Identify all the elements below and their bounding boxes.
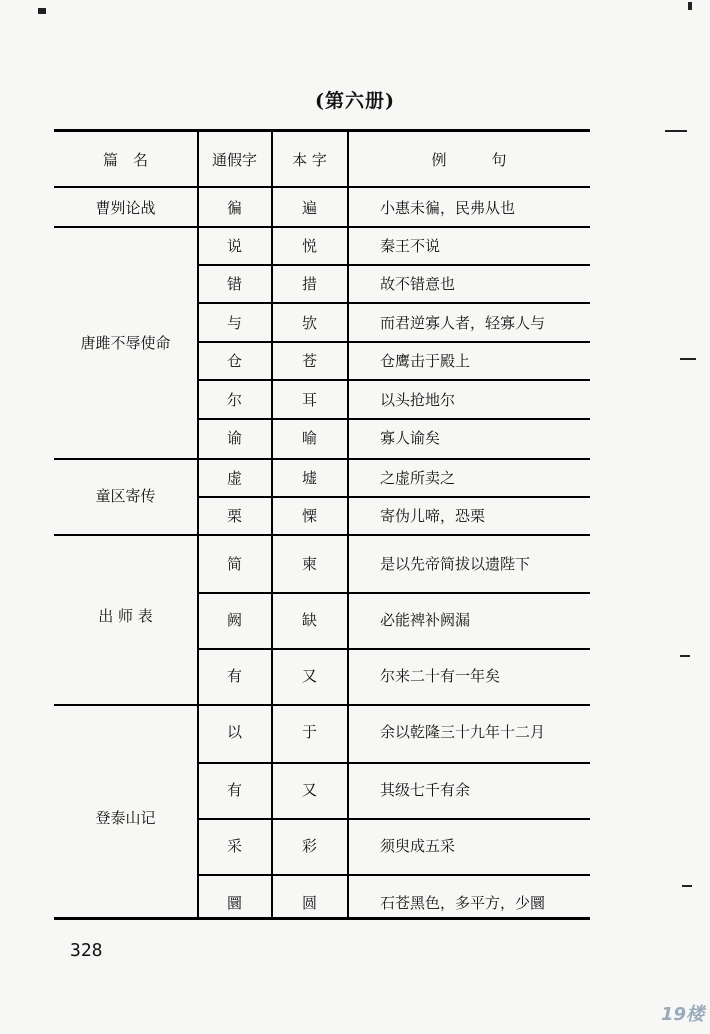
tongjia-char: 谕	[226, 429, 242, 447]
example-sentence: 其级七千有余	[380, 781, 471, 799]
header-benzi: 本 字	[292, 151, 327, 169]
tongjia-char: 徧	[226, 199, 242, 217]
example-sentence: 而君逆寡人者，轻寡人与	[380, 314, 546, 332]
tongjia-char: 采	[226, 837, 242, 855]
group-divider	[54, 458, 590, 460]
example-sentence: 尔来二十有一年矣	[380, 667, 501, 685]
group-name: 曹刿论战	[95, 199, 156, 217]
tongjia-char: 尔	[226, 391, 242, 409]
row-divider	[197, 592, 590, 594]
page-number: 328	[70, 940, 103, 961]
group-divider	[54, 534, 590, 536]
example-sentence: 小惠未徧，民弗从也	[380, 199, 516, 217]
benzi-char: 苍	[301, 352, 317, 370]
row-divider	[197, 379, 590, 381]
tongjia-char: 圜	[226, 894, 242, 912]
tongjia-char: 以	[226, 723, 242, 741]
row-divider	[197, 418, 590, 420]
scan-mark	[682, 885, 692, 887]
benzi-char: 喻	[301, 429, 317, 447]
example-sentence: 秦王不说	[380, 237, 441, 255]
benzi-char: 又	[301, 667, 317, 685]
benzi-char: 耳	[301, 391, 317, 409]
example-sentence: 故不错意也	[380, 275, 456, 293]
tongjia-char: 栗	[226, 507, 242, 525]
watermark-logo: 19楼	[660, 1004, 704, 1025]
scan-mark	[680, 655, 690, 657]
scan-mark	[38, 8, 46, 14]
benzi-char: 圆	[301, 894, 317, 912]
group-name: 登泰山记	[95, 809, 156, 827]
example-sentence: 仓鹰击于殿上	[380, 352, 471, 370]
example-sentence: 之虚所卖之	[380, 469, 456, 487]
tongjia-char: 说	[226, 237, 242, 255]
example-sentence: 余以乾隆三十九年十二月	[380, 723, 546, 741]
benzi-char: 又	[301, 781, 317, 799]
example-sentence: 须臾成五采	[380, 837, 456, 855]
example-sentence: 是以先帝简拔以遗陛下	[380, 555, 531, 573]
tongjia-char: 与	[226, 314, 242, 332]
header-bottom-rule	[54, 186, 590, 188]
group-name: 童区寄传	[95, 487, 156, 505]
benzi-char: 遍	[301, 199, 317, 217]
benzi-char: 措	[301, 275, 317, 293]
row-divider	[197, 874, 590, 876]
tongjia-char: 有	[226, 667, 242, 685]
row-divider	[197, 341, 590, 343]
benzi-char: 柬	[301, 555, 317, 573]
tongjia-char: 虚	[226, 469, 242, 487]
row-divider	[197, 496, 590, 498]
example-sentence: 以头抢地尔	[380, 391, 456, 409]
benzi-char: 欤	[301, 314, 317, 332]
example-sentence: 石苍黑色，多平方，少圜	[380, 894, 546, 912]
benzi-char: 墟	[301, 469, 317, 487]
benzi-char: 悦	[301, 237, 317, 255]
table-top-rule	[54, 129, 590, 132]
tongjia-char: 阙	[226, 611, 242, 629]
scan-mark	[680, 358, 696, 360]
header-title: 篇 名	[102, 151, 148, 169]
tongjia-char: 简	[226, 555, 242, 573]
group-divider	[54, 226, 590, 228]
benzi-char: 缺	[301, 611, 317, 629]
page-title: (第六册)	[315, 90, 395, 112]
row-divider	[197, 818, 590, 820]
scan-mark	[665, 130, 687, 132]
tongjia-char: 有	[226, 781, 242, 799]
scan-mark	[688, 2, 692, 10]
header-example: 例 句	[431, 151, 507, 169]
group-name: 出 师 表	[98, 607, 153, 625]
example-sentence: 寡人谕矣	[380, 429, 441, 447]
row-divider	[197, 762, 590, 764]
benzi-char: 彩	[301, 837, 317, 855]
row-divider	[197, 302, 590, 304]
tongjia-char: 错	[226, 275, 242, 293]
header-tongjia: 通假字	[211, 151, 257, 169]
example-sentence: 寄伪儿啼，恐栗	[380, 507, 486, 525]
column-divider	[347, 131, 349, 918]
row-divider	[197, 648, 590, 650]
benzi-char: 慄	[301, 507, 317, 525]
tongjia-char: 仓	[226, 352, 242, 370]
group-name: 唐雎不辱使命	[80, 334, 171, 352]
table-bottom-rule	[54, 917, 590, 920]
group-divider	[54, 704, 590, 706]
example-sentence: 必能裨补阙漏	[380, 611, 471, 629]
benzi-char: 于	[301, 723, 317, 741]
row-divider	[197, 264, 590, 266]
